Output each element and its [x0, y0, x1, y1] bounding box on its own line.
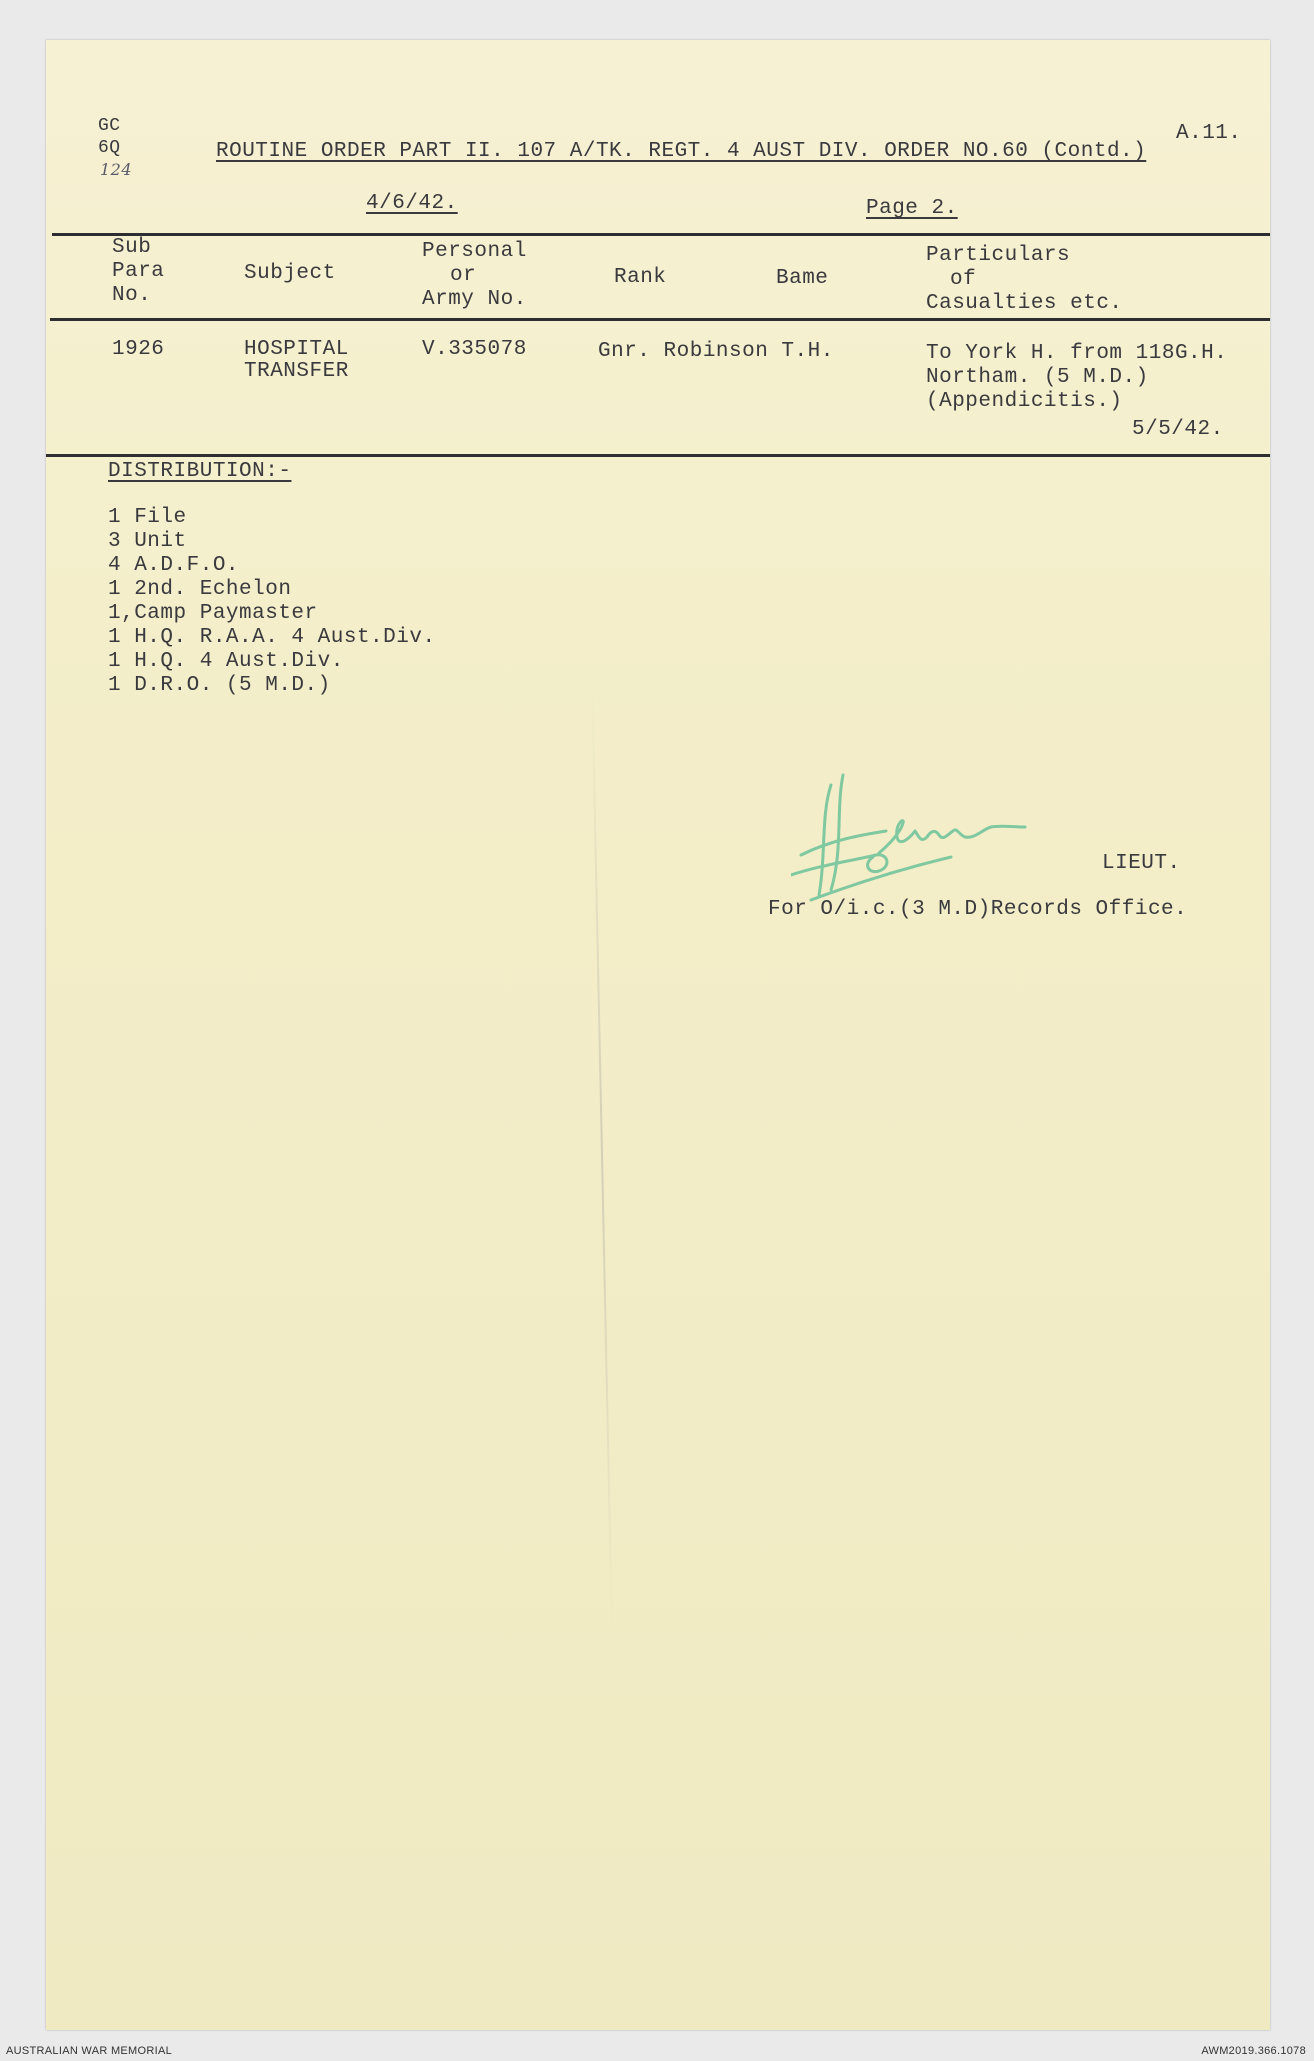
header-personal-1: Personal: [422, 240, 527, 263]
row-subject-2: TRANSFER: [244, 360, 349, 383]
row-particulars-3: (Appendicitis.): [926, 390, 1123, 413]
table-top-rule: [52, 233, 1270, 236]
row-particulars-2: Northam. (5 M.D.): [926, 366, 1149, 389]
paper-fold: [591, 680, 613, 1630]
document-ref: A.11.: [1176, 122, 1242, 145]
distribution-item: 1 H.Q. 4 Aust.Div.: [108, 650, 344, 673]
signatory-office: For O/i.c.(3 M.D)Records Office.: [768, 898, 1188, 921]
distribution-item: 1 File: [108, 506, 187, 529]
header-name: Bame: [776, 267, 829, 290]
header-particulars-1: Particulars: [926, 244, 1071, 267]
header-sub-para-2: Para: [112, 260, 165, 283]
distribution-item: 1 D.R.O. (5 M.D.): [108, 674, 331, 697]
footer-source: AUSTRALIAN WAR MEMORIAL: [6, 2045, 173, 2057]
distribution-item: 1 2nd. Echelon: [108, 578, 292, 601]
header-rank: Rank: [614, 266, 667, 289]
margin-note-gc: GC: [98, 116, 121, 136]
header-particulars-3: Casualties etc.: [926, 292, 1123, 315]
footer-accession-number: AWM2019.366.1078: [1201, 2045, 1306, 2057]
header-particulars-2: of: [950, 268, 977, 291]
distribution-item: 3 Unit: [108, 530, 187, 553]
distribution-heading: DISTRIBUTION:-: [108, 460, 292, 483]
row-subject-1: HOSPITAL: [244, 338, 349, 361]
margin-note-handwritten: 124: [100, 160, 133, 179]
header-personal-2: or: [450, 264, 477, 287]
header-sub-para-1: Sub: [112, 236, 152, 259]
document-page: [46, 40, 1270, 2030]
header-sub-para-3: No.: [112, 284, 152, 307]
row-army-no: V.335078: [422, 338, 527, 361]
signature-image: [791, 765, 1051, 905]
header-subject: Subject: [244, 262, 336, 285]
row-sub-para: 1926: [112, 338, 165, 361]
row-rank-name: Gnr. Robinson T.H.: [598, 340, 834, 363]
distribution-item: 1,Camp Paymaster: [108, 602, 318, 625]
row-date: 5/5/42.: [1132, 418, 1224, 441]
header-personal-3: Army No.: [422, 288, 527, 311]
margin-note-6q: 6Q: [98, 138, 121, 158]
signatory-rank: LIEUT.: [1102, 852, 1181, 875]
table-bottom-rule: [46, 454, 1270, 457]
document-date: 4/6/42.: [366, 192, 458, 215]
row-particulars-1: To York H. from 118G.H.: [926, 342, 1228, 365]
page-number: Page 2.: [866, 197, 958, 220]
document-title: ROUTINE ORDER PART II. 107 A/TK. REGT. 4 AUST DIV. ORDER NO.60 (Contd.): [216, 140, 1147, 163]
distribution-item: 1 H.Q. R.A.A. 4 Aust.Div.: [108, 626, 436, 649]
table-header-rule: [50, 318, 1270, 321]
distribution-item: 4 A.D.F.O.: [108, 554, 240, 577]
